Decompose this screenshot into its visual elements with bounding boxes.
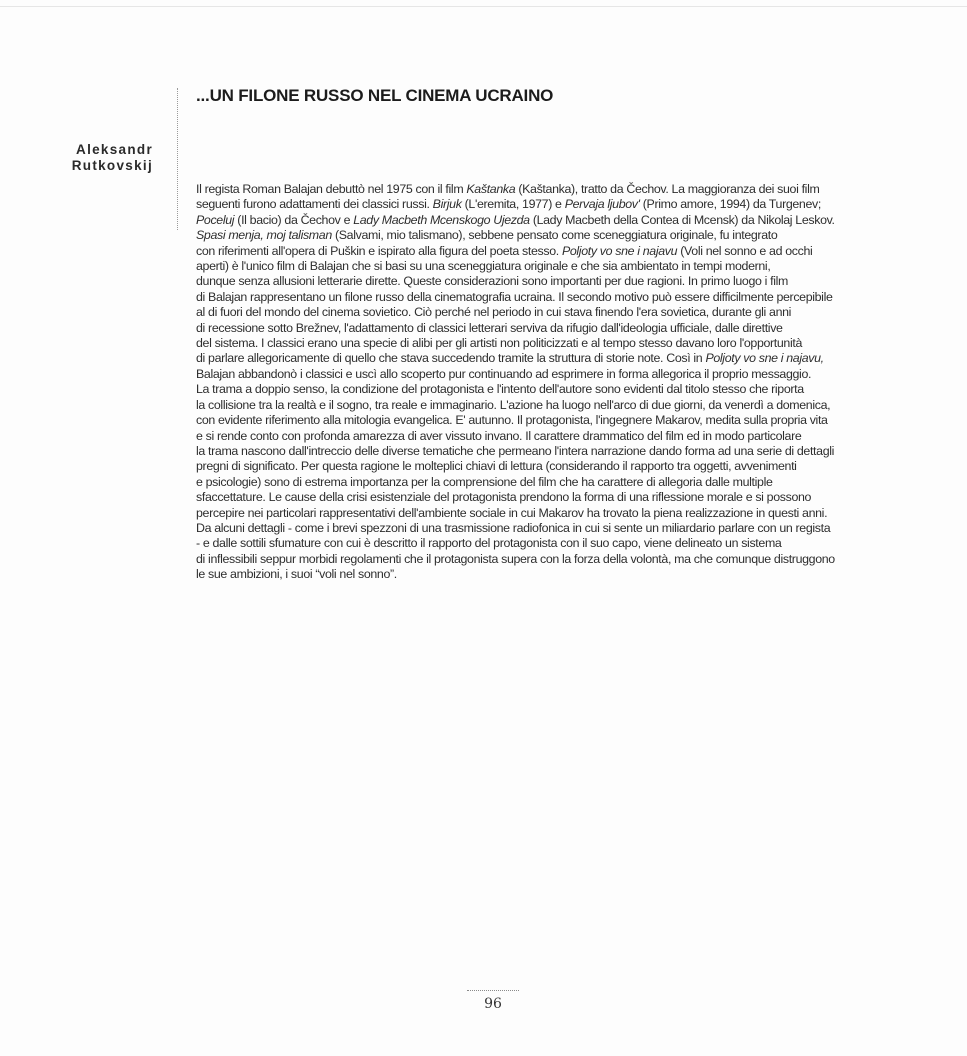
article-line (196, 429, 936, 444)
italic-title-text: Spasi menja, moj talisman (196, 228, 332, 243)
page-number: 96 (484, 996, 502, 1012)
article-line (196, 197, 936, 212)
article-line (196, 351, 936, 366)
body-text-segment: aperti) è l'unico film di Balajan che si basi su una sceneggiatura originale e che sia ambientato in tempi moderni, (196, 259, 771, 274)
italic-title-text: Kaštanka (466, 182, 516, 196)
top-scan-rule (0, 6, 967, 7)
italic-title-text: Pervaja ljubov' (564, 197, 640, 212)
article-line (196, 459, 936, 474)
body-text-segment: (Primo amore, 1994) da Turgenev; (639, 197, 821, 212)
article-line (196, 398, 936, 413)
italic-title-text: Birjuk (432, 197, 462, 212)
body-text-segment: di parlare allegoricamente di quello che stava succedendo tramite la struttura di storie note. Così in (196, 351, 706, 366)
article-body (196, 182, 936, 583)
body-text-segment: - e dalle sottili sfumature con cui è descritto il rapporto del protagonista con il suo capo, viene delineato un sistema (196, 536, 782, 551)
article-line (196, 382, 936, 397)
article-line (196, 290, 936, 305)
body-text-segment: con riferimenti all'opera di Puškin e ispirato alla figura del poeta stesso. (196, 243, 562, 258)
body-text-segment: le sue ambizioni, i suoi “voli nel sonno”. (196, 567, 397, 582)
article-line (196, 490, 936, 505)
body-text-segment: (L'eremita, 1977) e (461, 197, 565, 212)
body-text-segment: La trama a doppio senso, la condizione del protagonista e l'intento dell'autore sono evidenti dal titolo stesso che riporta (196, 382, 804, 397)
body-text-segment: (Il bacio) da Čechov e (234, 212, 354, 227)
article-line (196, 259, 936, 274)
body-text-segment: la trama nascono dall'intreccio delle diverse tematiche che permeano l'intera narrazione dando forma ad una serie di dettagli (196, 443, 835, 458)
body-text-segment: (Salvami, mio talismano), sebbene pensato come sceneggiatura originale, fu integrato (331, 228, 778, 243)
body-text-segment: (Voli nel sonno e ad occhi (677, 243, 813, 258)
article-line (196, 552, 936, 567)
italic-title-text: Poceluj (196, 212, 235, 227)
body-text-segment: seguenti furono adattamenti dei classici russi. (196, 197, 433, 212)
article-line (196, 228, 936, 243)
author-last-name: Rutkovskij (71, 158, 153, 173)
body-text-segment: di Balajan rappresentano un filone russo della cinematografia ucraina. Il secondo motivo può essere difficilmente percepibile (196, 289, 833, 304)
article-line (196, 506, 936, 521)
article-line (196, 367, 936, 382)
vertical-dotted-divider (177, 88, 178, 230)
article-line (196, 321, 936, 336)
author-first-name: Aleksandr (76, 142, 153, 157)
body-text-segment: di inflessibili seppur morbidi regolamenti che il protagonista supera con la forza della volontà, ma che comunque distruggono (196, 551, 835, 566)
article-line (196, 244, 936, 259)
body-text-segment: sfaccettature. Le cause della crisi esistenziale del protagonista prendono la forma di una riflessione morale e si possono (196, 490, 812, 505)
article-line (196, 536, 936, 551)
article-line (196, 444, 936, 459)
italic-title-text: Poljoty vo sne i najavu (561, 243, 678, 258)
body-text-segment: Balajan abbandonò i classici e uscì allo scoperto pur continuando ad esprimere in forma allegorica il proprio messaggio. (196, 366, 812, 381)
article-line (196, 567, 936, 582)
body-text-segment: (Lady Macbeth della Contea di Mcensk) da Nikolaj Leskov. (529, 212, 835, 227)
article-line (196, 336, 936, 351)
italic-title-text: Lady Macbeth Mcenskogo Ujezda (353, 212, 530, 227)
body-text-segment: Da alcuni dettagli - come i brevi spezzoni di una trasmissione radiofonica in cui si sente un miliardario parlare con un regista (196, 520, 831, 535)
body-text-segment: pregni di significato. Per questa ragione le molteplici chiavi di lettura (considerando il rapporto tra oggetti, avvenimenti (196, 459, 797, 474)
article-line (196, 413, 936, 428)
article-title: ...UN FILONE RUSSO NEL CINEMA UCRAINO (196, 86, 554, 105)
article-line (196, 521, 936, 536)
body-text-segment: al di fuori del mondo del cinema sovietico. Ciò perché nel periodo in cui stava finendo l'era sovietica, durante gli anni (196, 305, 792, 320)
body-text-segment: percepire nei particolari rappresentativi dell'ambiente sociale in cui Makarov ha trovato la piena realizzazione in questi anni. (196, 505, 828, 520)
body-text-segment: Il regista Roman Balajan debuttò nel 1975 con il film (196, 182, 467, 196)
article-line (196, 475, 936, 490)
body-text-segment: (Kaštanka), tratto da Čechov. La maggioranza dei suoi film (515, 182, 820, 196)
author-name (40, 142, 153, 174)
article-line (196, 182, 936, 197)
body-text-segment: di recessione sotto Brežnev, l'adattamento di classici letterari serviva da rifugio dall'ideologia ufficiale, dalle direttive (196, 320, 783, 335)
article-line (196, 274, 936, 289)
body-text-segment: con evidente riferimento alla mitologia evangelica. E' autunno. Il protagonista, l'ingegnere Makarov, medita sulla propria vita (196, 413, 828, 428)
body-text-segment: e psicologie) sono di estrema importanza per la comprensione del film che ha carattere di allegoria dalle multiple (196, 474, 773, 489)
body-text-segment: dunque senza allusioni letterarie dirette. Queste considerazioni sono importanti per due ragioni. In primo luogo i film (196, 274, 789, 289)
article-line (196, 213, 936, 228)
page-number-dotted-rule (467, 990, 519, 991)
body-text-segment: la collisione tra la realtà e il sogno, tra reale e immaginario. L'azione ha luogo nell'arco di due giorni, da venerdì a domenica, (196, 397, 831, 412)
italic-title-text: Poljoty vo sne i najavu, (705, 351, 824, 366)
body-text-segment: del sistema. I classici erano una specie di alibi per gli artisti non politicizzati e al tempo stesso davano loro l'opportunità (196, 336, 803, 351)
body-text-segment: e si rende conto con profonda amarezza di aver vissuto invano. Il carattere drammatico del film ed in modo particolare (196, 428, 802, 443)
article-line (196, 305, 936, 320)
